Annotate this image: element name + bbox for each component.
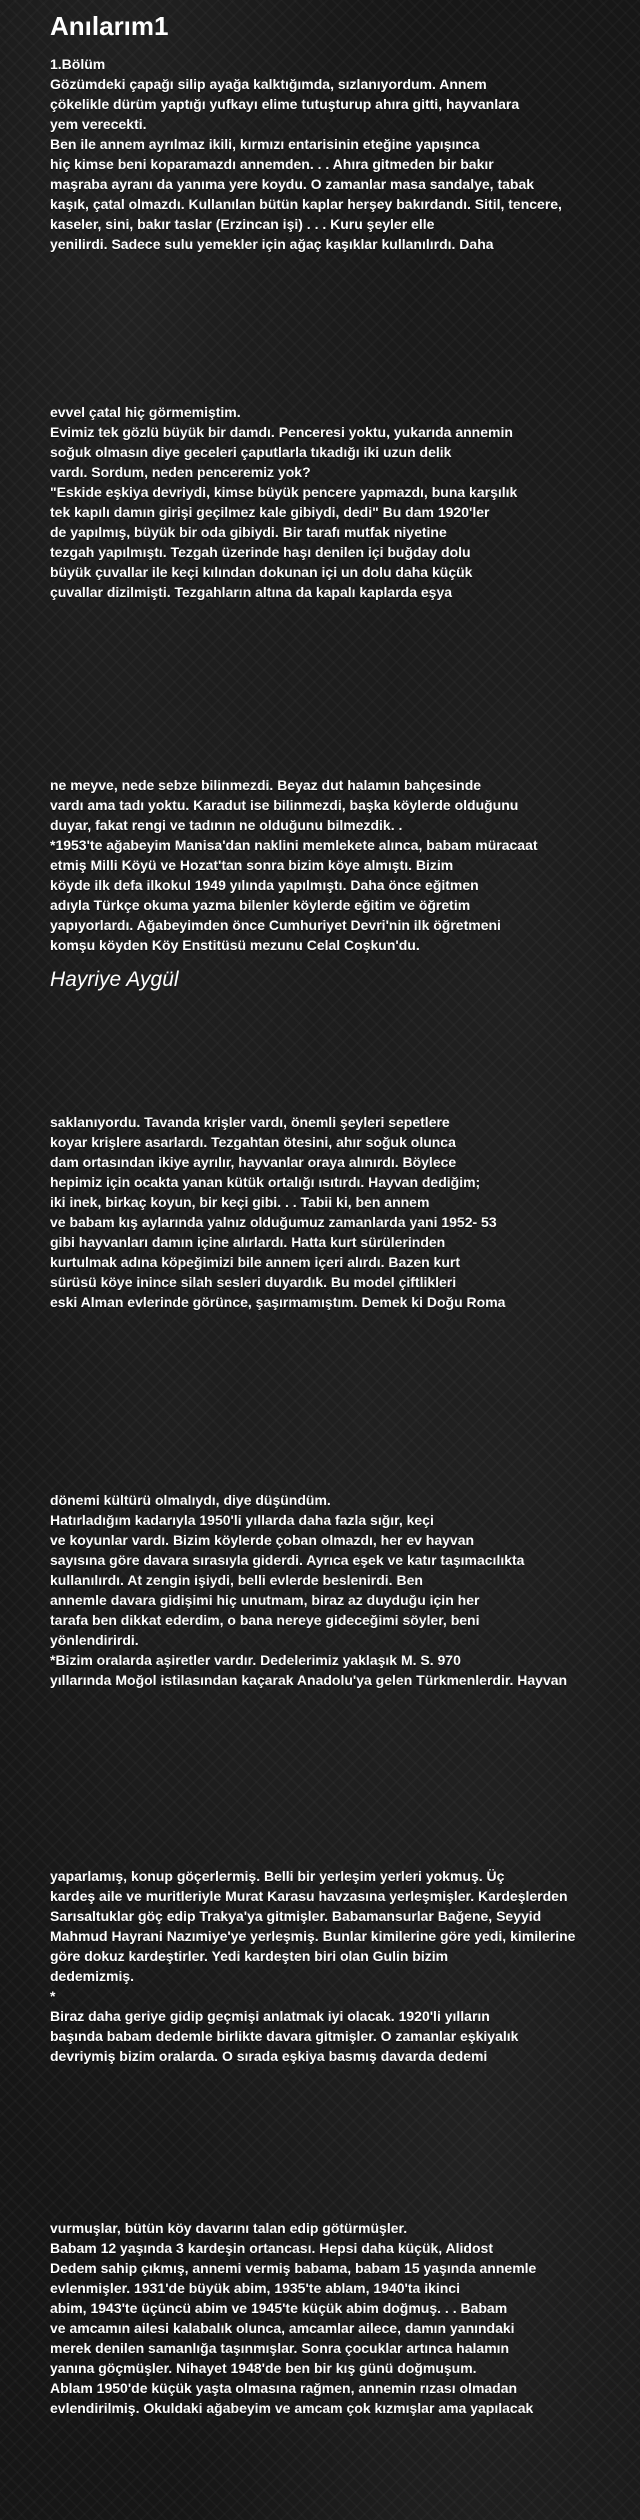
text-line: de yapılmış, büyük bir oda gibiydi. Bir tarafı mutfak niyetine [50,524,447,540]
text-line: *1953'te ağabeyim Manisa'dan naklini memlekete alınca, babam müracaat [50,837,538,853]
text-line: Dedem sahip çıkmış, annemi vermiş babama, babam 15 yaşında annemle [50,2260,537,2276]
text-line: Babam 12 yaşında 3 kardeşin ortancası. Hepsi daha küçük, Alidost [50,2240,493,2256]
text-line: ne meyve, nede sebze bilinmezdi. Beyaz dut halamın bahçesinde [50,777,482,793]
text-block-1 [50,54,640,254]
text-block-2 [50,402,640,602]
text-line: ve babam kış aylarında yalnız olduğumuz zamanlarda yani 1952- 53 [50,1214,497,1230]
text-line: yanına göçmüşler. Nihayet 1948'de ben bir kış günü doğmuşum. [50,2360,477,2376]
text-line: yaparlamış, konup göçerlermiş. Belli bir yerleşim yerleri yokmuş. Üç [50,1868,505,1884]
text-line: Hatırladığım kadarıyla 1950'li yıllarda daha fazla sığır, keçi [50,1512,434,1528]
text-line: dönemi kültürü olmalıydı, diye düşündüm. [50,1492,331,1508]
text-line: göre dokuz kardeştirler. Yedi kardeşten biri olan Gulin bizim [50,1948,449,1964]
page-title: Anılarım1 [50,11,169,41]
text-block-3 [50,775,640,955]
text-line: tek kapılı damın girişi geçilmez kale gibiydi, dedi" Bu dam 1920'ler [50,504,490,520]
text-line: başında babam dedemle birlikte davara gitmişler. O zamanlar eşkiyalık [50,2028,519,2044]
text-line: Mahmud Hayrani Nazımiye'ye yerleşmiş. Bunlar kimilerine göre yedi, kimilerine [50,1928,576,1944]
text-line: vardı. Sordum, neden penceremiz yok? [50,464,311,480]
text-line: merek denilen samanlığa taşınmışlar. Sonra çocuklar artınca halamın [50,2340,510,2356]
text-line: * [50,1988,56,2004]
text-line: kullanılırdı. At zengin işiydi, belli evlerde beslenirdi. Ben [50,1572,423,1588]
text-line: gibi hayvanları damın içine alırlardı. Hatta kurt sürülerinden [50,1234,446,1250]
text-line: ve koyunlar vardı. Bizim köylerde çoban olmazdı, her ev hayvan [50,1532,475,1548]
text-line: yapıyorlardı. Ağabeyimden önce Cumhuriyet Devri'nin ilk öğretmeni [50,917,501,933]
text-line: çuvallar dizilmişti. Tezgahların altına da kapalı kaplarda eşya [50,584,453,600]
text-line: tarafa ben dikkat ederdim, o bana nereye gideceğimi söyler, beni [50,1612,480,1628]
text-line: Ablam 1950'de küçük yaşta olmasına rağmen, annemin rızası olmadan [50,2380,518,2396]
text-line: dam ortasından ikiye ayrılır, hayvanlar oraya alınırdı. Böylece [50,1154,457,1170]
text-line: kaşık, çatal olmazdı. Kullanılan bütün kaplar herşey bakırdandı. Sitil, tencere, [50,196,562,212]
text-line: büyük çuvallar ile keçi kılından dokunan içi un dolu daha küçük [50,564,473,580]
text-line: yıllarında Moğol istilasından kaçarak Anadolu'ya gelen Türkmenlerdir. Hayvan [50,1672,568,1688]
text-block-5 [50,1490,640,1690]
text-line: ve amcamın ailesi kalabalık olunca, amcamlar ailece, damın yanındaki [50,2320,515,2336]
text-line: koyar krişlere asarlardı. Tezgahtan ötesini, ahır soğuk olunca [50,1134,456,1150]
text-line: saklanıyordu. Tavanda krişler vardı, önemli şeyleri sepetlere [50,1114,450,1130]
text-line: evvel çatal hiç görmemiştim. [50,404,241,420]
text-line: köyde ilk defa ilkokul 1949 yılında yapılmıştı. Daha önce eğitmen [50,877,479,893]
text-block-6 [50,1866,640,2066]
text-line: kardeş aile ve muritleriyle Murat Karasu havzasına yerleşmişler. Kardeşlerden [50,1888,568,1904]
text-line: komşu köyden Köy Enstitüsü mezunu Celal Coşkun'du. [50,937,420,953]
text-line: evlendirilmiş. Okuldaki ağabeyim ve amcam çok kızmışlar ama yapılacak [50,2400,534,2416]
text-line: sürüsü köye inince silah sesleri duyardık. Bu model çiftlikleri [50,1274,457,1290]
text-line: "Eskide eşkiya devriydi, kimse büyük pencere yapmazdı, buna karşılık [50,484,518,500]
text-line: Gözümdeki çapağı silip ayağa kalktığımda, sızlanıyordum. Annem [50,76,487,92]
text-line: çökelikle dürüm yaptığı yufkayı elime tutuşturup ahıra gitti, hayvanlara [50,96,520,112]
text-block-4 [50,1112,640,1312]
text-line: evlenmişler. 1931'de büyük abim, 1935'te ablam, 1940'ta ikinci [50,2280,460,2296]
text-line: tezgah yapılmıştı. Tezgah üzerinde haşı denilen içi buğday dolu [50,544,471,560]
text-line: annemle davara gidişimi hiç unutmam, biraz az duyduğu için her [50,1592,480,1608]
text-line: hepimiz için ocakta yanan kütük ortalığı ısıtırdı. Hayvan dediğim; [50,1174,481,1190]
text-line: etmiş Milli Köyü ve Hozat'tan sonra bizim köye almıştı. Bizim [50,857,454,873]
text-line: vardı ama tadı yoktu. Karadut ise bilinmezdi, başka köylerde olduğunu [50,797,519,813]
text-line: devriymiş bizim oralarda. O sırada eşkiya basmış davarda dedemi [50,2048,488,2064]
text-line: maşraba ayranı da yanıma yere koydu. O zamanlar masa sandalye, tabak [50,176,535,192]
text-line: 1.Bölüm [50,56,106,72]
text-line: Ben ile annem ayrılmaz ikili, kırmızı entarisinin eteğine yapışınca [50,136,480,152]
text-line: dedemizmiş. [50,1968,135,1984]
text-line: *Bizim oralarda aşiretler vardır. Dedelerimiz yaklaşık M. S. 970 [50,1652,461,1668]
text-line: adıyla Türkçe okuma yazma bilenler köylerde eğitim ve öğretim [50,897,471,913]
text-line: vurmuşlar, bütün köy davarını talan edip götürmüşler. [50,2220,408,2236]
text-line: yem verecekti. [50,116,147,132]
text-block-7 [50,2218,640,2418]
text-line: iki inek, birkaç koyun, bir keçi gibi. . . Tabii ki, ben annem [50,1194,430,1210]
text-line: kaseler, sini, bakır taslar (Erzincan işi) . . . Kuru şeyler elle [50,216,435,232]
text-line: duyar, fakat rengi ve tadının ne olduğunu bilmezdik. . [50,817,403,833]
text-line: kurtulmak adına köpeğimizi bile annem içeri alırdı. Bazen kurt [50,1254,461,1270]
text-line: yönlendirirdi. [50,1632,139,1648]
text-line: abim, 1943'te üçüncü abim ve 1945'te küçük abim doğmuş. . . Babam [50,2300,508,2316]
text-line: Biraz daha geriye gidip geçmişi anlatmak iyi olacak. 1920'li yılların [50,2008,490,2024]
text-line: sayısına göre davara sırasıyla giderdi. Ayrıca eşek ve katır taşımacılıkta [50,1552,525,1568]
text-line: hiç kimse beni koparamazdı annemden. . . Ahıra gitmeden bir bakır [50,156,494,172]
text-line: Evimiz tek gözlü büyük bir damdı. Penceresi yoktu, yukarıda annemin [50,424,513,440]
text-line: yenilirdi. Sadece sulu yemekler için ağaç kaşıklar kullanılırdı. Daha [50,236,494,252]
text-line: soğuk olmasın diye geceleri çaputlarla tıkadığı iki uzun delik [50,444,452,460]
text-line: eski Alman evlerinde görünce, şaşırmamıştım. Demek ki Doğu Roma [50,1294,506,1310]
author-name: Hayriye Aygül [50,968,179,991]
text-line: Sarısaltuklar göç edip Trakya'ya gitmişler. Babamansurlar Bağene, Seyyid [50,1908,542,1924]
